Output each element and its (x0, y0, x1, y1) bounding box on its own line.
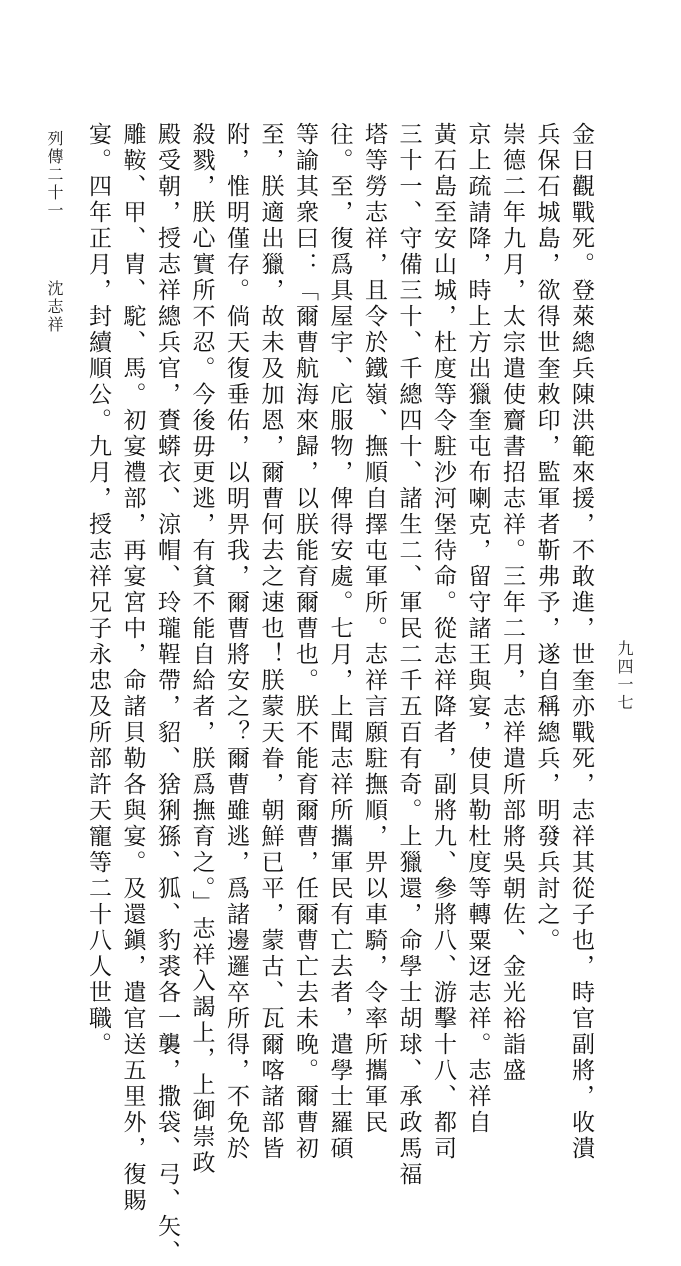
juan-label: 列傳二十一 (45, 130, 64, 220)
text-column: 黃石島至安山城，杜度等令駐沙河堡待命。從志祥降者，副將九、參將八、游擊十八、都司 (430, 122, 456, 1162)
text-column: 宴。四年正月，封續順公。九月，授志祥兄子永忠及所部許天寵等二十八人世職。 (85, 122, 111, 1058)
text-column: 金日觀戰死。登萊總兵陳洪範來援，不敢進，世奎亦戰死，志祥其從子也，時官副將，收潰 (568, 122, 594, 1162)
text-column: 京上疏請降，時上方出獵奎屯布喇克，留守諸王與宴，使貝勒杜度等轉粟迓志祥。志祥自 (464, 122, 491, 1136)
page-number: 九四一七 (615, 640, 634, 712)
text-column: 殺戮，朕心實所不忍。今後毋更逃，有貧不能自給者，朕爲撫育之。」志祥入謁上，上御崇政 (188, 122, 215, 1177)
text-column: 附，惟明僅存。倘天復垂佑，以明畀我，爾曹將安之？爾曹雖逃，爲諸邊邏卒所得，不免於 (223, 122, 249, 1162)
text-column: 往。至，復爲具屋宇、庀服物，俾得安處。七月，上聞志祥所攜軍民有亡去者，遣學士羅碩 (326, 122, 353, 1162)
text-column: 至，朕適出獵，故未及加恩，爾曹何去之速也！朕蒙天眷，朝鮮已平，蒙古、瓦爾喀諸部皆 (257, 122, 284, 1162)
biography-name-label: 沈志祥 (45, 280, 64, 334)
text-column: 塔等勞志祥，且令於鐵嶺、撫順自擇屯軍所。志祥言願駐撫順，畀以車騎，令率所攜軍民 (361, 122, 387, 1136)
main-text (85, 122, 594, 1266)
text-column: 等諭其衆曰：「爾曹航海來歸，以朕能育爾曹也。朕不能育爾曹，任爾曹亡去未晚。爾曹初 (292, 122, 318, 1162)
text-column: 崇德二年九月，太宗遣使齎書招志祥。三年二月，志祥遣所部將吳朝佐、金光裕詣盛 (499, 122, 525, 1084)
text-column: 雕鞍、甲、胄、駝、馬。初宴禮部，再宴宮中，命諸貝勒各與宴。及還鎭，遣官送五里外，復賜 (119, 122, 146, 1214)
text-column: 三十一、守備三十、千總四十、諸生二、軍民二千五百有奇。上獵還，命學士胡球、承政馬福 (395, 122, 422, 1188)
text-column: 殿受朝，授志祥總兵官，賚蟒衣、涼帽、玲瓏鞓帶，貂、猞猁猻、狐、豹裘各一襲，撒袋、弓、矢、 (154, 122, 180, 1266)
text-column: 兵保石城島，欲得世奎敕印，監軍者靳弗予，遂自稱總兵，明發兵討之。 (533, 122, 560, 954)
